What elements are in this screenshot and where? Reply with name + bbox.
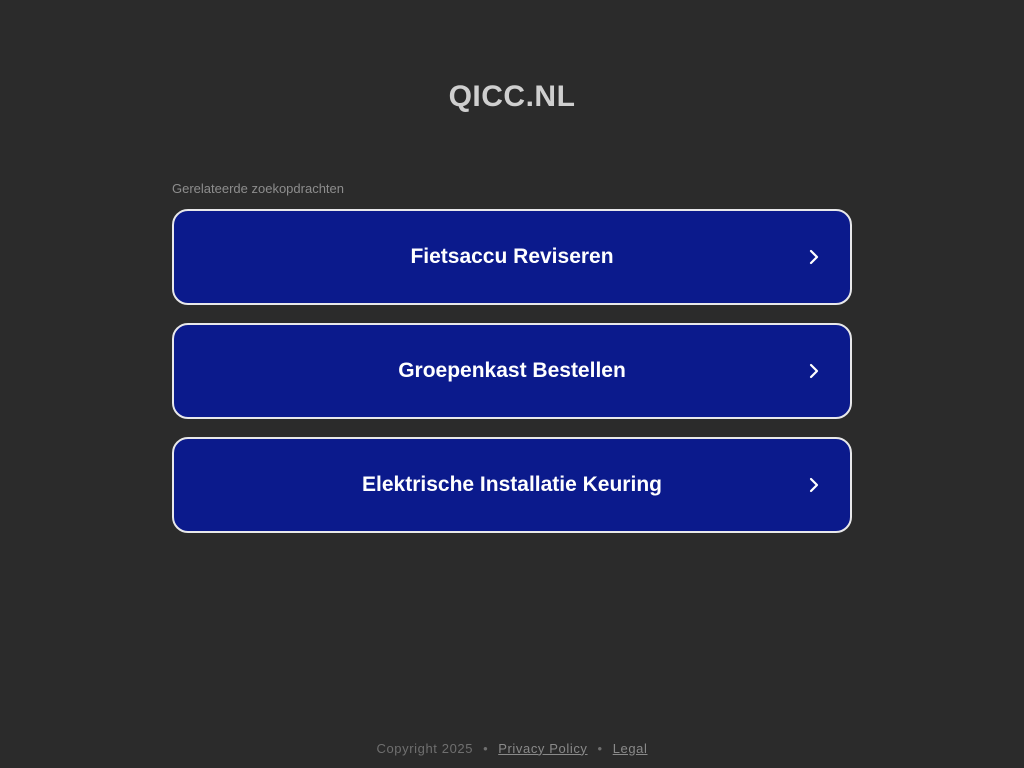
related-searches-list <box>172 209 852 551</box>
related-search-label: Groepenkast Bestellen <box>398 359 626 382</box>
related-searches-heading: Gerelateerde zoekopdrachten <box>172 181 345 196</box>
related-search-label: Elektrische Installatie Keuring <box>362 473 662 496</box>
footer-separator-1: • <box>483 740 489 756</box>
footer <box>0 728 1024 768</box>
chevron-right-icon <box>806 477 822 493</box>
related-search-item-2[interactable] <box>172 323 852 419</box>
footer-privacy-policy-link[interactable]: Privacy Policy <box>498 740 588 756</box>
page-title: QICC.NL <box>448 80 576 113</box>
related-search-item-3[interactable] <box>172 437 852 533</box>
footer-legal-link[interactable]: Legal <box>612 740 648 756</box>
footer-copyright: Copyright 2025 <box>376 740 474 756</box>
chevron-right-icon <box>806 363 822 379</box>
chevron-right-icon <box>806 249 822 265</box>
related-search-label: Fietsaccu Reviseren <box>410 245 614 268</box>
footer-separator-2: • <box>597 740 603 756</box>
related-search-item-1[interactable] <box>172 209 852 305</box>
